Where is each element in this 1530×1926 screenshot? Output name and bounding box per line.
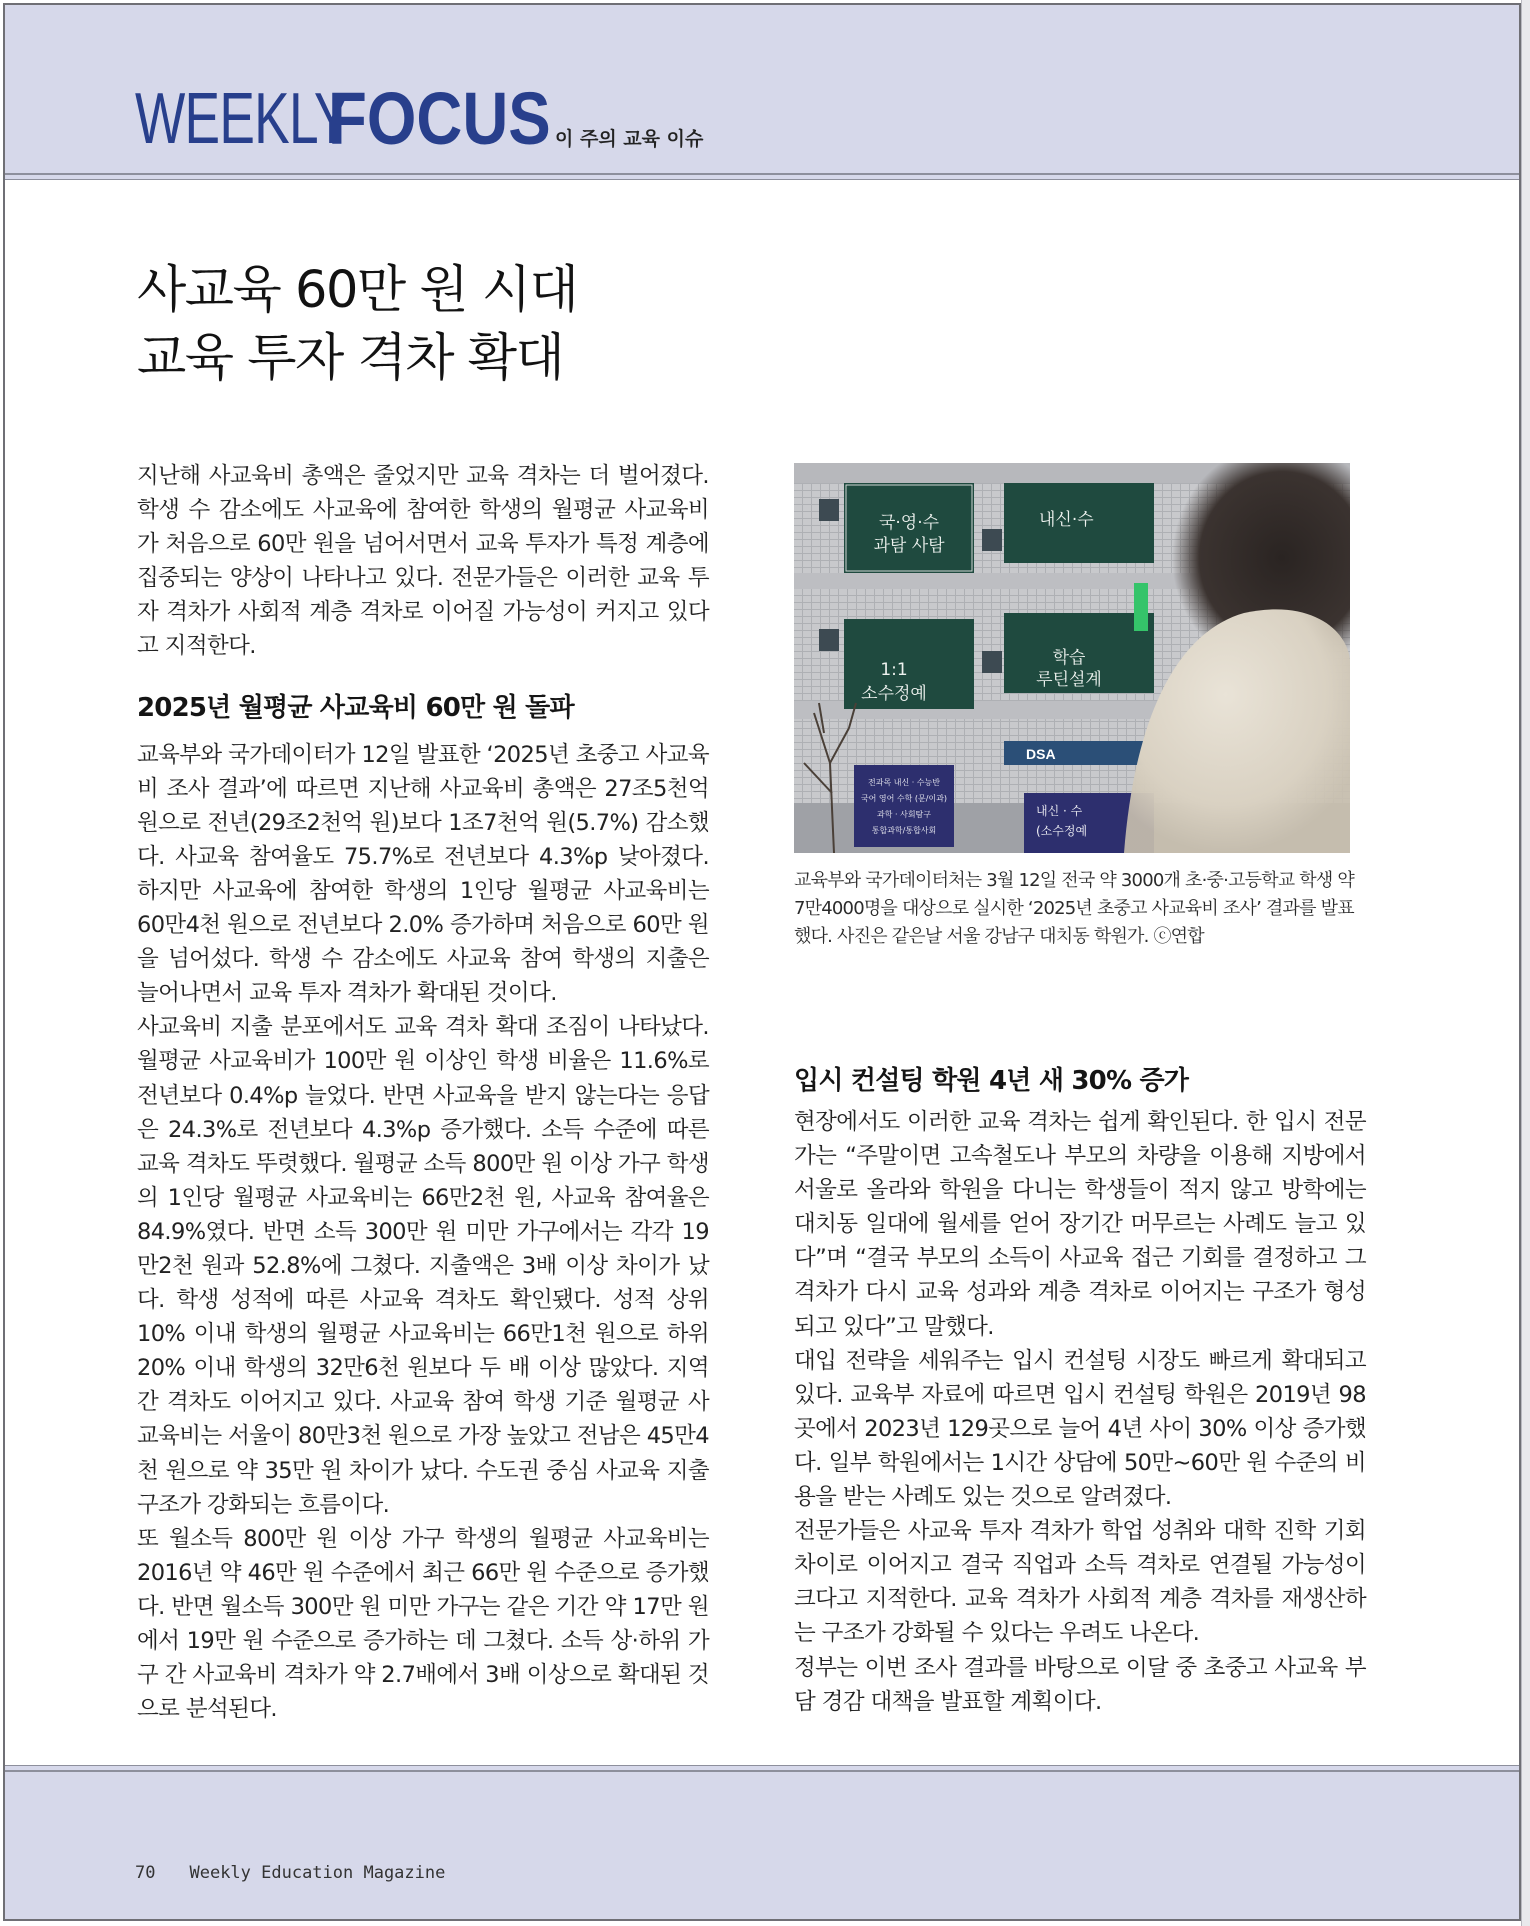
article-photo (794, 463, 1350, 853)
section-brand (135, 77, 704, 160)
body-paragraph: 현장에서도 이러한 교육 격차는 쉽게 확인된다. 한 입시 전문가는 “주말이면 고속철도나 부모의 차량을 이용해 지방에서 서울로 올라와 학원을 다니는 학생들이 적지 않고 방학에는 대치동 일대에 월세를 얻어 장기간 머무르는 사례도 늘고 있다”며 “결국 부모의 소득이 사교육 접근 기회를 결정하고 그 격차가 다시 교육 성과와 계층 격차로 이어지는 구조가 형성되고 있다”고 말했다. (794, 1109, 1366, 1340)
title-line-2: 교육 투자 격차 확대 (137, 329, 564, 388)
brand-weekly: WEEKLY (135, 79, 349, 159)
footer-rule-thin (5, 1765, 1519, 1766)
sign-text: 내신 · 수 (1036, 804, 1083, 818)
sign-text: DSA (1026, 746, 1056, 762)
sign-text: 학습 (1052, 648, 1086, 668)
lead-paragraph: 지난해 사교육비 총액은 줄었지만 교육 격차는 더 벌어졌다. 학생 수 감소에도 사교육에 참여한 학생의 월평균 사교육비가 처음으로 60만 원을 넘어서면서 교육 투자가 특정 계층에 집중되는 양상이 나타나고 있다. 전문가들은 이러한 교육 투자 격차가 사회적 계층 격차로 이어질 가능성이 커지고 있다고 지적한다. (137, 463, 709, 660)
folio (135, 1863, 445, 1883)
article-title (137, 257, 577, 393)
page-number: 70 (135, 1863, 156, 1883)
right-column (794, 1066, 1366, 1719)
footer-rule (5, 1770, 1519, 1772)
magazine-name: Weekly Education Magazine (189, 1863, 446, 1883)
body-paragraph: 전문가들은 사교육 투자 격차가 학업 성취와 대학 진학 기회 차이로 이어지고 결국 직업과 소득 격차로 연결될 가능성이 크다고 지적한다. 교육 격차가 사회적 계층 격차를 재생산하는 구조가 강화될 수 있다는 우려도 나온다. (794, 1518, 1366, 1647)
page-edge (1521, 0, 1530, 1926)
sign-text: 루틴설계 (1036, 670, 1102, 690)
sign-text: 전과목 내신 · 수능반 (868, 778, 940, 787)
sign-text: 국·영·수 (878, 513, 940, 533)
sign-text: 소수정예 (861, 684, 927, 704)
academy-building-photo (794, 463, 1350, 853)
header-band (5, 5, 1519, 180)
sign-text: 내신·수 (1039, 510, 1094, 530)
sign-text: 1:1 (880, 660, 908, 680)
footer-band (5, 1765, 1519, 1921)
sign-text: 과탐 사탐 (873, 536, 945, 556)
header-rule (5, 173, 1519, 175)
sign-text: 과학 · 사회탐구 (877, 810, 931, 819)
left-column (137, 459, 709, 1726)
body-paragraph: 정부는 이번 조사 결과를 바탕으로 이달 중 초중고 사교육 부담 경감 대책을 발표할 계획이다. (794, 1654, 1366, 1715)
body-paragraph: 대입 전략을 세워주는 입시 컨설팅 시장도 빠르게 확대되고 있다. 교육부 자료에 따르면 입시 컨설팅 학원은 2019년 98곳에서 2023년 129곳으로 늘어 4년 사이 30% 이상 증가했다. 일부 학원에서는 1시간 상담에 50만~60만 원 수준의 비용을 받는 사례도 있는 것으로 알려졌다. (794, 1347, 1366, 1511)
brand-focus: FOCUS (328, 77, 551, 160)
sign-text: (소수정예 (1036, 824, 1088, 838)
body-paragraph: 교육부와 국가데이터가 12일 발표한 ‘2025년 초중고 사교육비 조사 결과’에 따르면 지난해 사교육비 총액은 27조5천억 원으로 전년(29조2천억 원)보다 1조7천억 원(5.7%) 감소했다. 사교육 참여율도 75.7%로 전년보다 4.3%p 낮아졌다. 하지만 사교육에 참여한 학생의 1인당 월평균 사교육비는 60만4천 원으로 전년보다 2.0% 증가하며 처음으로 60만 원을 넘어섰다. 학생 수 감소에도 사교육 참여 학생의 지출은 늘어나면서 교육 투자 격차가 확대된 것이다. (137, 741, 709, 1007)
magazine-page (3, 3, 1521, 1921)
section-heading: 입시 컨설팅 학원 4년 새 30% 증가 (794, 1066, 1189, 1096)
body-paragraph: 또 월소득 800만 원 이상 가구 학생의 월평균 사교육비는 2016년 약 46만 원 수준에서 최근 66만 원 수준으로 증가했다. 반면 월소득 300만 원 미만 가구는 같은 기간 약 17만 원에서 19만 원 수준으로 증가하는 데 그쳤다. 소득 상·하위 가구 간 사교육비 격차가 약 2.7배에서 3배 이상으로 확대된 것으로 분석된다. (137, 1525, 709, 1723)
sign-text: 국어 영어 수학 (문/이과) (860, 794, 948, 803)
header-rule-thin (5, 179, 1519, 180)
title-line-1: 사교육 60만 원 시대 (137, 261, 578, 320)
sign-text: 통합과학/통합사회 (871, 826, 937, 835)
section-subtitle: 이 주의 교육 이슈 (555, 128, 704, 150)
section-heading: 2025년 월평균 사교육비 60만 원 돌파 (137, 692, 574, 723)
photo-caption: 교육부와 국가데이터처는 3월 12일 전국 약 3000개 초·중·고등학교 학생 약 7만4000명을 대상으로 실시한 ‘2025년 초중고 사교육비 조사’ 결과를 발표했다. 사진은 같은날 서울 강남구 대치동 학원가. ⓒ연합 (794, 870, 1354, 947)
body-paragraph: 사교육비 지출 분포에서도 교육 격차 확대 조짐이 나타났다. 월평균 사교육비가 100만 원 이상인 학생 비율은 11.6%로 전년보다 0.4%p 늘었다. 반면 사교육을 받지 않는다는 응답은 24.3%로 전년보다 4.3%p 증가했다. 소득 수준에 따른 교육 격차도 뚜렷했다. 월평균 소득 800만 원 이상 가구 학생의 1인당 월평균 사교육비는 66만2천 원, 사교육 참여율은 84.9%였다. 반면 소득 300만 원 미만 가구에서는 각각 19만2천 원과 52.8%에 그쳤다. 지출액은 3배 이상 차이가 났다. 학생 성적에 따른 사교육 격차도 확인됐다. 성적 상위 10% 이내 학생의 월평균 사교육비는 66만1천 원으로 하위 20% 이내 학생의 32만6천 원보다 두 배 이상 많았다. 지역 간 격차도 이어지고 있다. 사교육 참여 학생 기준 월평균 사교육비는 서울이 80만3천 원으로 가장 높았고 전남은 45만4천 원으로 약 35만 원 차이가 났다. 수도권 중심 사교육 지출 구조가 강화되는 흐름이다. (137, 1014, 709, 1518)
